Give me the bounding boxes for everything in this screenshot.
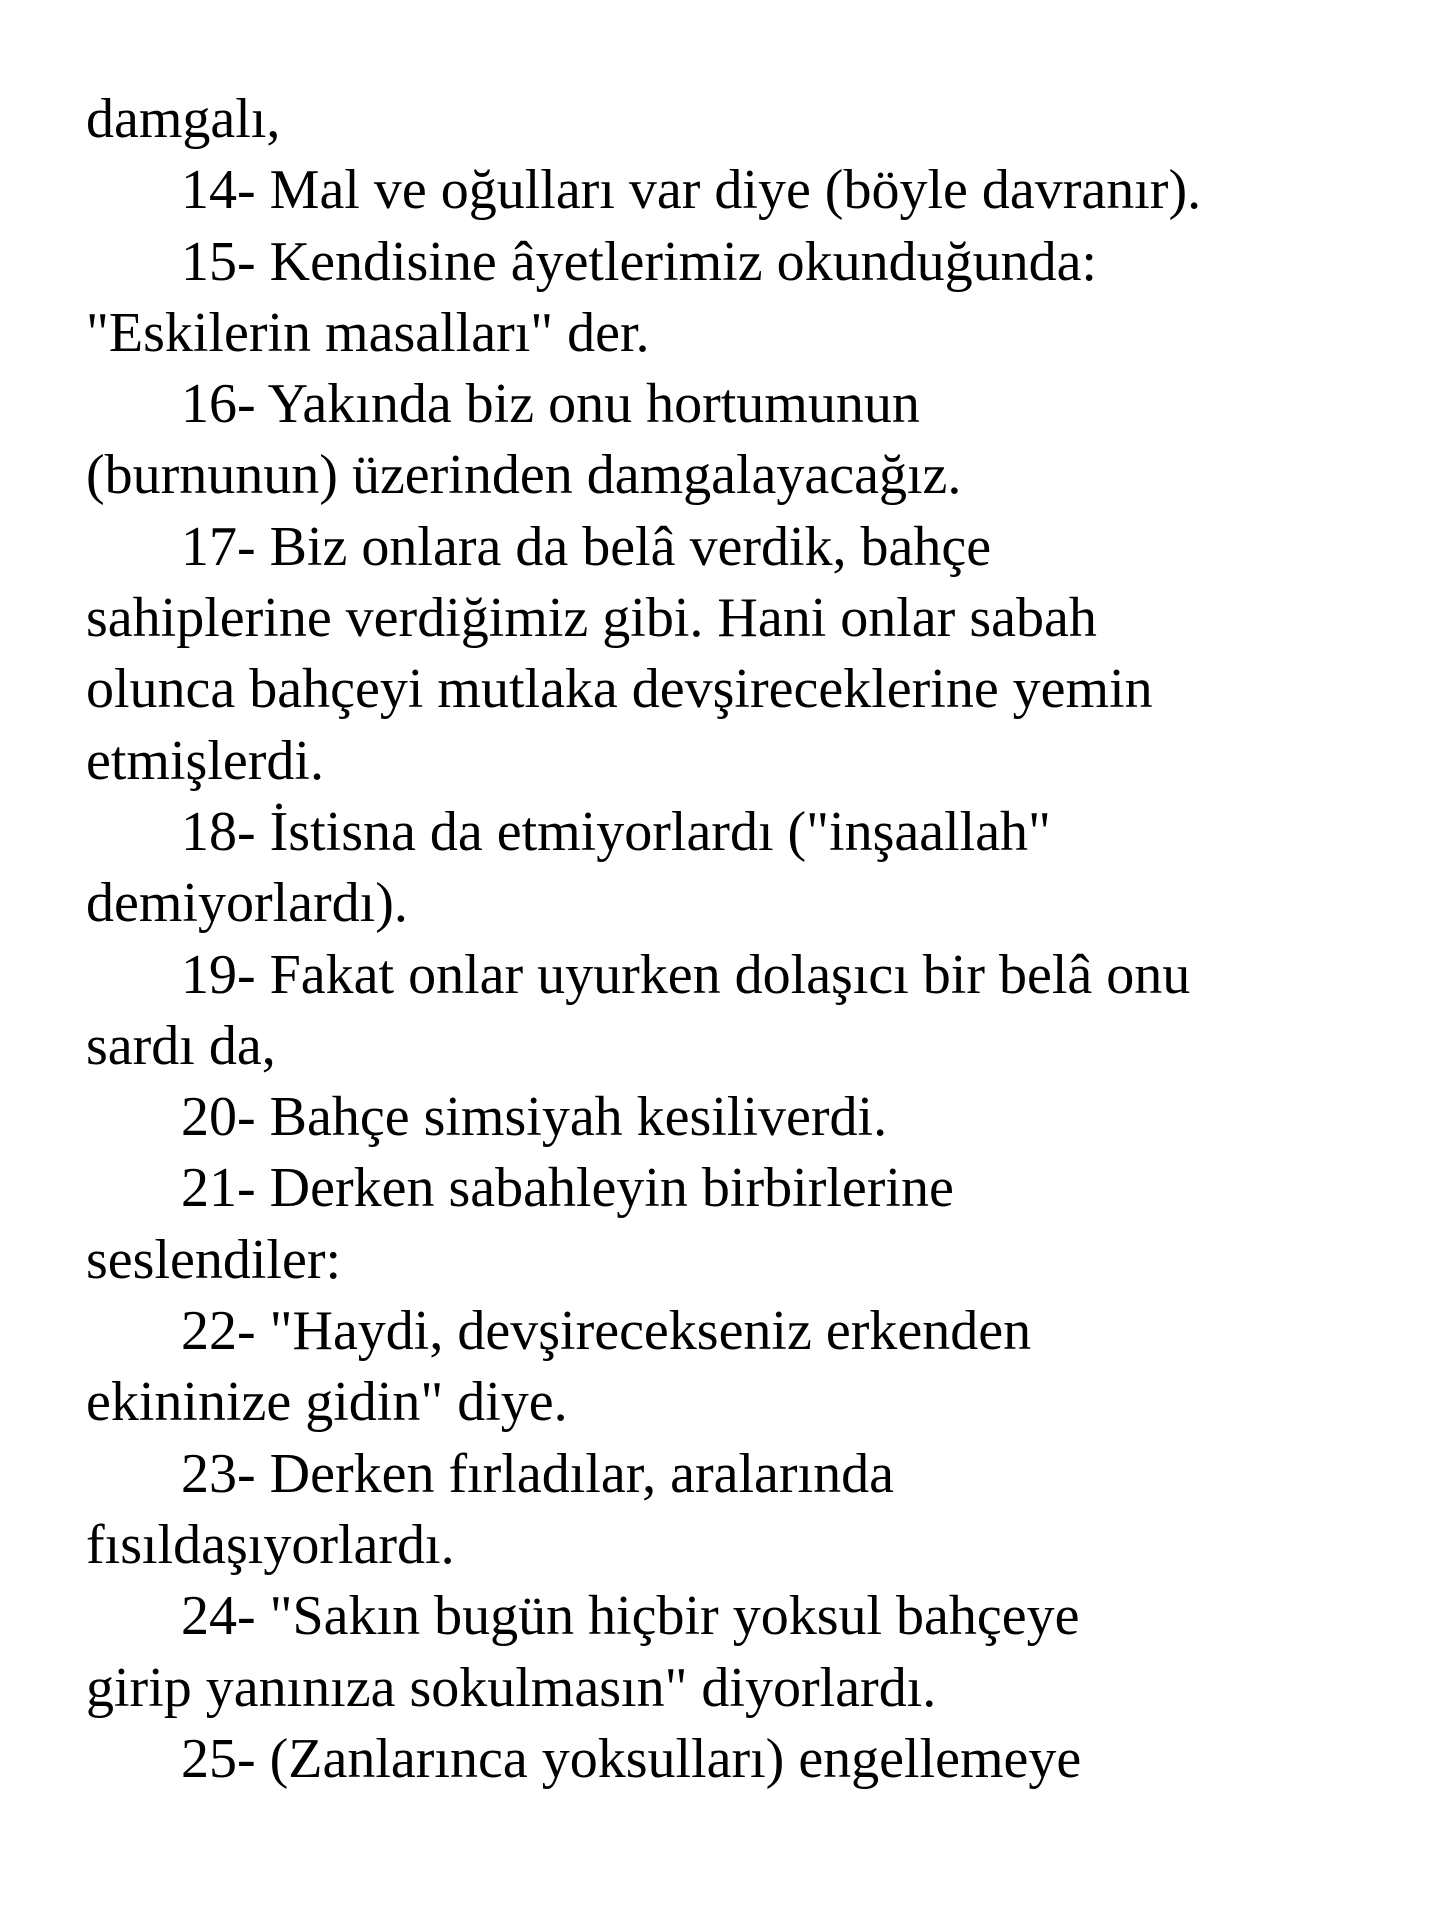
verse-line-start: 23- Derken fırladılar, aralarında (181, 1442, 894, 1505)
document-page (86, 84, 1396, 1795)
text-line: sahiplerine verdiğimiz gibi. Hani onlar sabah (86, 587, 1097, 650)
text-line: (burnunun) üzerinden damgalayacağız. (86, 444, 962, 507)
text-line: demiyorlardı). (86, 872, 408, 935)
text-line: damgalı, (86, 88, 281, 150)
text-line: fısıldaşıyorlardı. (86, 1513, 455, 1576)
text-line: ekininize gidin" diye. (86, 1371, 568, 1434)
verse-line-start: 20- Bahçe simsiyah kesiliverdi. (181, 1086, 888, 1149)
text-line: olunca bahçeyi mutlaka devşireceklerine yemin (86, 658, 1153, 721)
text-line: seslendiler: (86, 1228, 342, 1291)
verse-line-start: 21- Derken sabahleyin birbirlerine (181, 1157, 954, 1220)
verse-line-start: 19- Fakat onlar uyurken dolaşıcı bir belâ onu (181, 943, 1191, 1006)
verse-line-start: 18- İstisna da etmiyorlardı ("inşaallah" (181, 800, 1051, 863)
verse-line-start: 14- Mal ve oğulları var diye (böyle davranır). (181, 159, 1202, 222)
verse-line-start: 17- Biz onlara da belâ verdik, bahçe (181, 515, 992, 578)
text-line: girip yanınıza sokulmasın" diyorlardı. (86, 1656, 937, 1719)
text-line: etmişlerdi. (86, 729, 324, 792)
verse-line-start: 16- Yakında biz onu hortumunun (181, 373, 920, 436)
verse-line-start: 15- Kendisine âyetlerimiz okunduğunda: (181, 230, 1097, 293)
verse-line-start: 25- (Zanlarınca yoksulları) engellemeye (181, 1727, 1082, 1790)
verse-line-start: 22- "Haydi, devşirecekseniz erkenden (181, 1300, 1032, 1363)
verse-line-start: 24- "Sakın bugün hiçbir yoksul bahçeye (181, 1585, 1080, 1648)
text-line: "Eskilerin masalları" der. (86, 301, 650, 364)
text-line: sardı da, (86, 1014, 276, 1077)
